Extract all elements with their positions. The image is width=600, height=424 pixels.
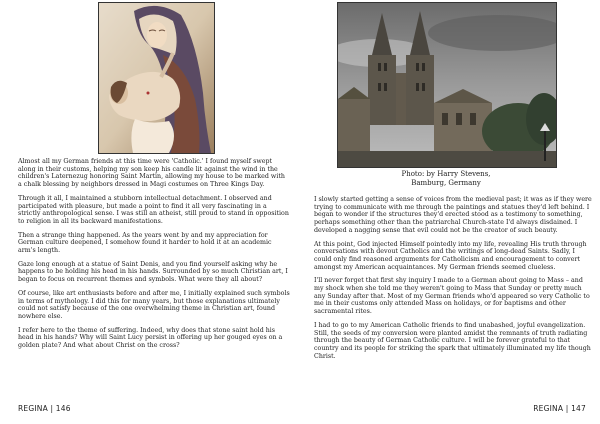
- paragraph: Through it all, I maintained a stubborn intellectual detachment. I observed and participated with pleasure, but made a point to find it all very fascinating in a strictly anthropological sense. I was still an atheist, still proud to stand in opposition to religion in all its backward manifestations.: [18, 194, 289, 225]
- right-page: [300, 0, 600, 424]
- paragraph: At this point, God injected Himself pointedly into my life, revealing His truth through conversations with devout Catholics and the writings of long-dead Saints. Sadly, I could only find reasoned arguments for Catholicism and encouragement to convert amongst my American acquaintances. My German friends seemed clueless.: [314, 240, 587, 271]
- right-body-text: [314, 196, 594, 366]
- photo-caption: [336, 170, 556, 188]
- paragraph: I slowly started getting a sense of voices from the medieval past; it was as if they were trying to communicate with me through the paintings and statues they'd left behind. I began to wonder if the structures they'd erected stood as a testimony to something, perhaps something other than the patriarchal Church-state I'd always disdained. I developed a nagging sense that evil could not be the creator of such beauty.: [314, 196, 592, 234]
- left-body-text: [18, 158, 290, 356]
- folio-right: REGINA | 147: [533, 404, 586, 413]
- paragraph: I had to go to my American Catholic friends to find unabashed, joyful evangelization. Still, the seeds of my conversion were planted amidst the remnants of truth radiating through the beauty of German Catholic culture. I will be forever grateful to that country and its people for striking the spark that ultimately illuminated my life though Christ.: [314, 321, 591, 360]
- paragraph: Then a strange thing happened. As the years went by and my appreciation for German culture deepened, I somehow found it harder to hold it at an academic arm's length.: [18, 231, 272, 255]
- paragraph: Gaze long enough at a statue of Saint Denis, and you find yourself asking why he happens to be holding his head in his hands. Surrounded by so much Christian art, I began to focus on recurrent themes and symbols. What were they all about?: [18, 260, 288, 284]
- caption-credit: Photo: by Harry Stevens,: [401, 170, 491, 178]
- caption-location: Bamburg, Germany: [411, 179, 481, 187]
- pieta-photo: [98, 2, 215, 154]
- pieta-image: [99, 3, 214, 153]
- church-image: [338, 3, 556, 167]
- paragraph: Almost all my German friends at this time were 'Catholic.' I found myself swept along in their customs, helping my son keep his candle lit against the wind in the children's Laternezug honoring Saint Martin, allowing my house to be marked with a chalk blessing by neighbors dressed in Magi costumes on Three Kings Day.: [18, 158, 285, 189]
- church-photo: [337, 2, 557, 168]
- paragraph: I refer here to the theme of suffering. Indeed, why does that stone saint hold his head in his hands? Why will Saint Lucy persist in offering up her gouged eyes on a golden plate? And what about Christ on the cross?: [18, 326, 283, 350]
- paragraph: Of course, like art enthusiasts before and after me, I initially explained such symbols in terms of mythology. I did this for many years, but those explanations ultimately could not satisfy because of the one overwhelming theme in Christian art, found nowhere else.: [18, 289, 290, 320]
- paragraph: I'll never forget that first shy inquiry I made to a German about going to Mass – and my shock when she told me they weren't going to Mass that Sunday or pretty much any Sunday after that. Most of my German friends who'd appeared so very Catholic to me in their customs only attended Mass on holidays, or for baptisms and other sacramental rites.: [314, 277, 590, 316]
- folio-left: REGINA | 146: [18, 404, 71, 413]
